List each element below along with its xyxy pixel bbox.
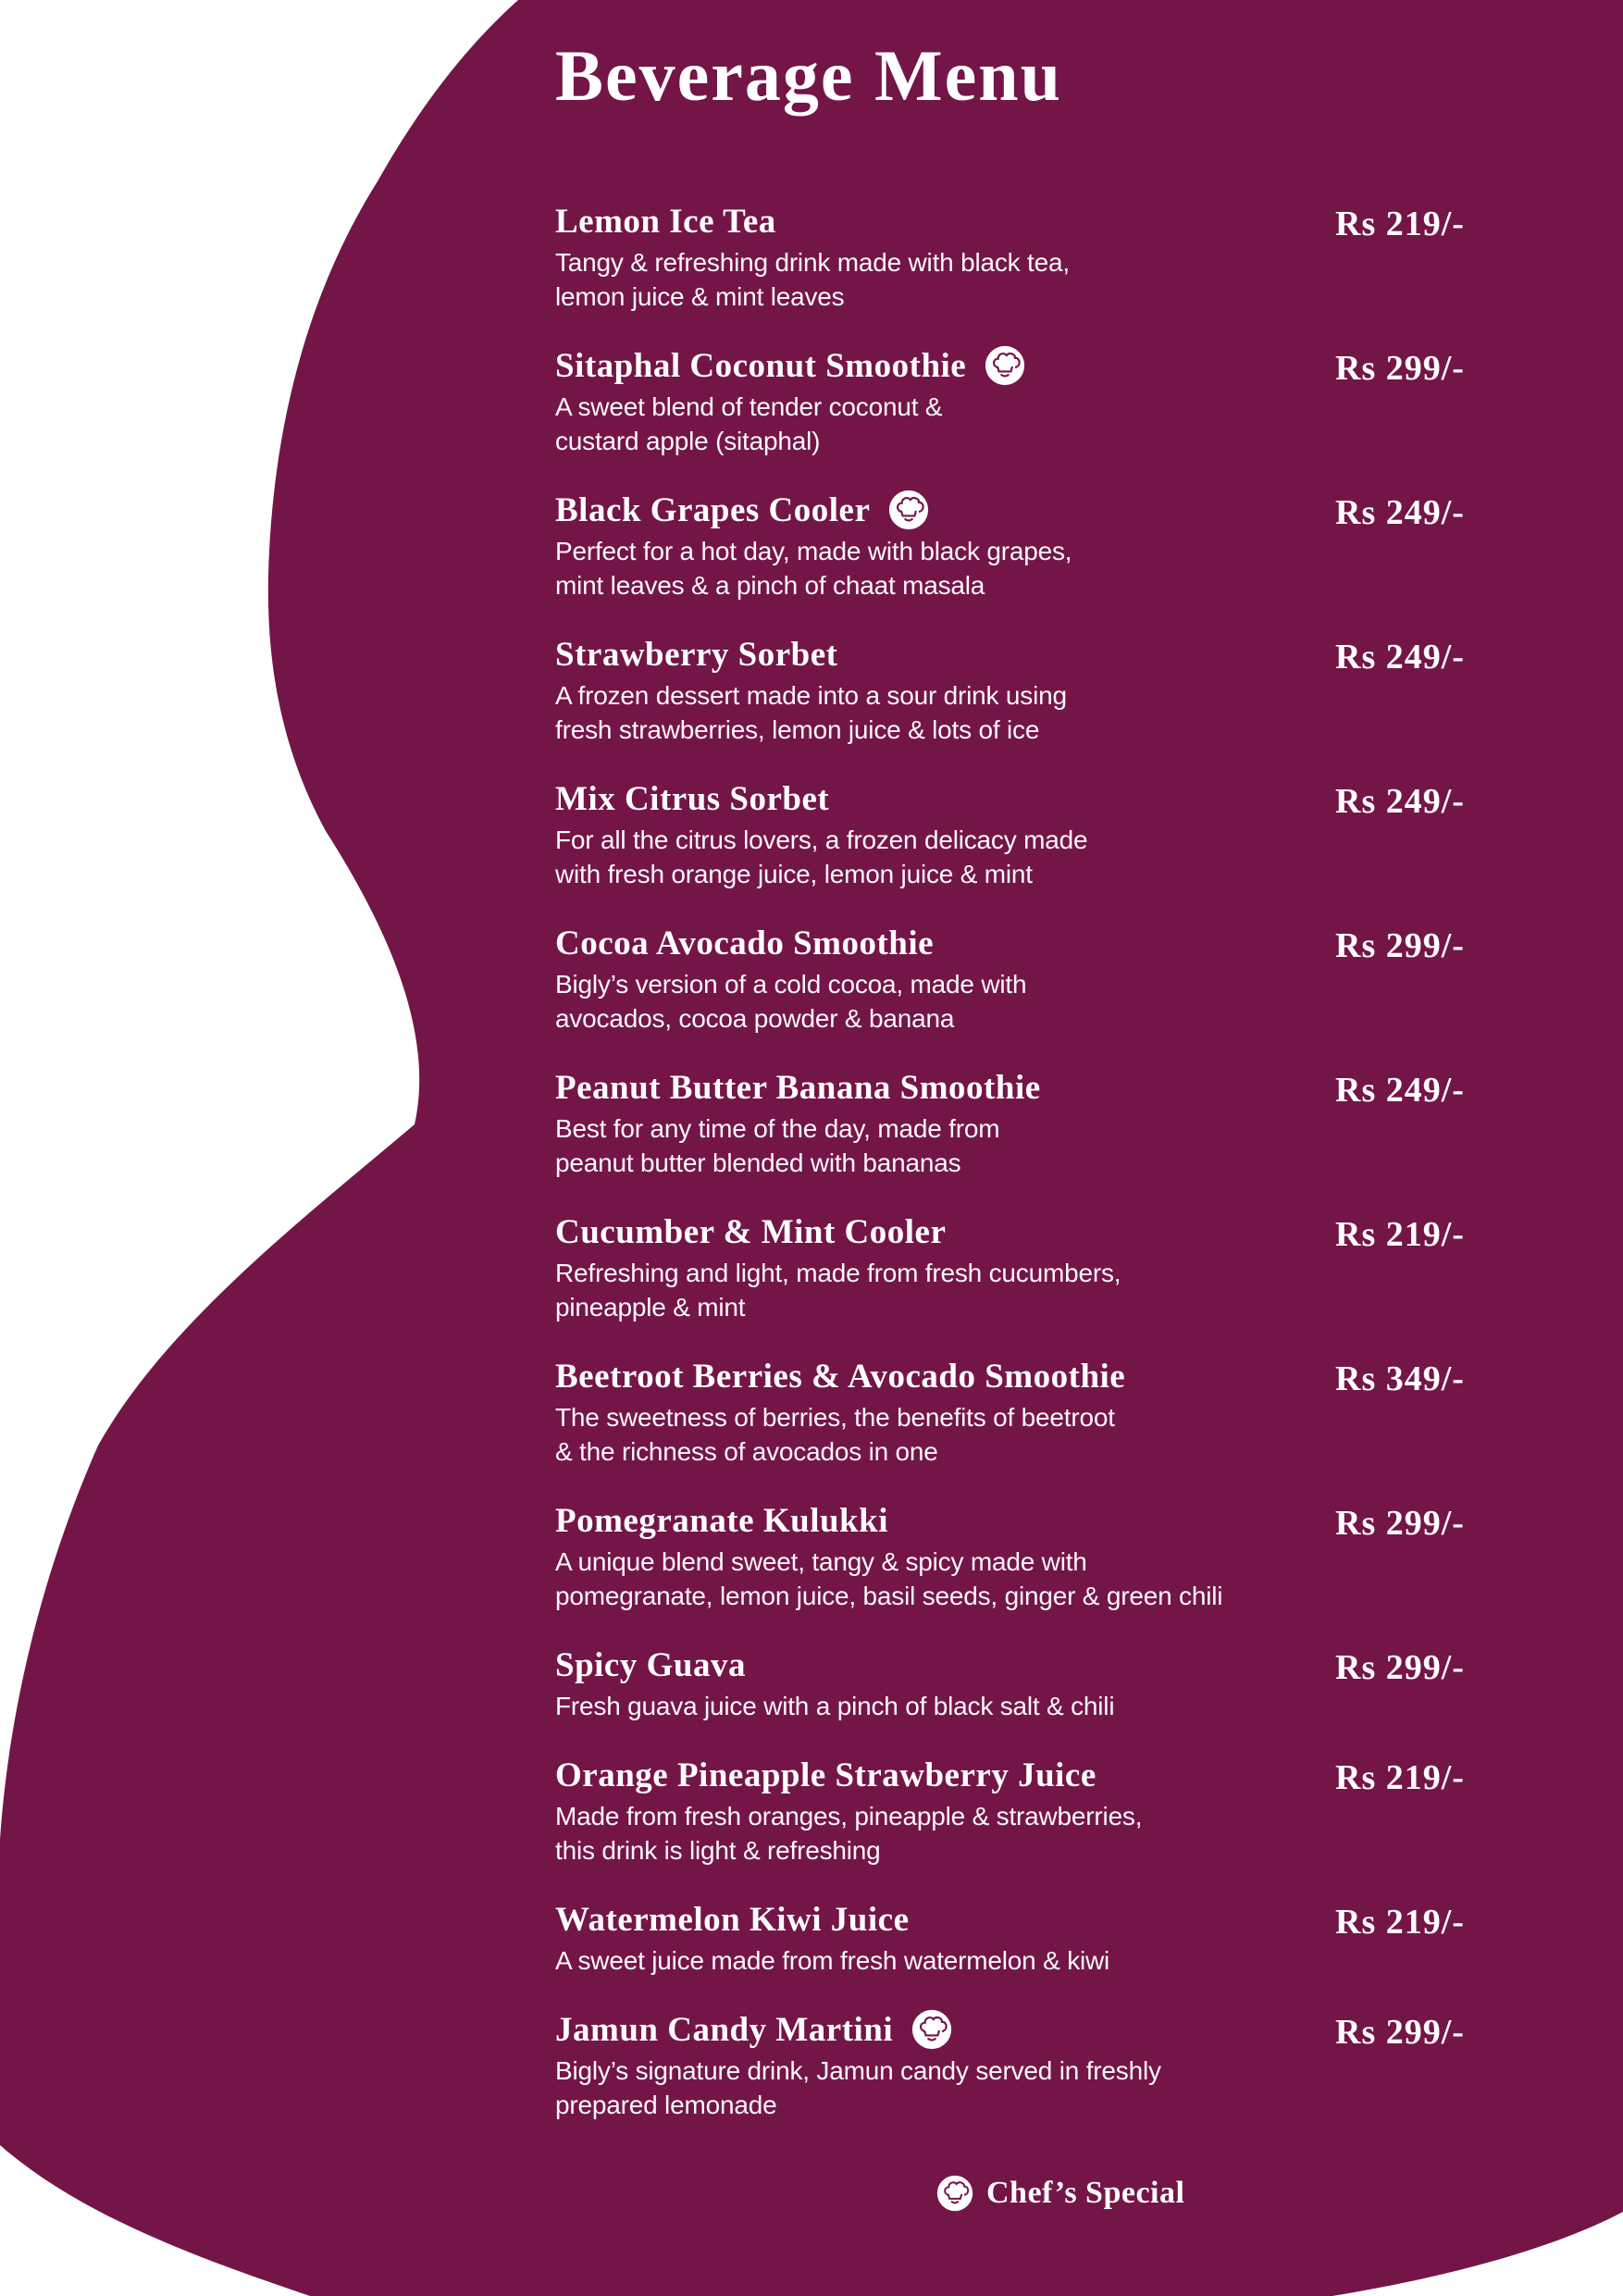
item-description [555,390,1335,458]
item-description-line: A frozen dessert made into a sour drink using [555,681,1067,710]
menu-item-main [555,2007,1335,2122]
menu-item-main [555,1210,1335,1324]
menu-item-name-row [555,1210,1335,1254]
item-description [555,245,1335,314]
menu-item [555,1354,1481,1469]
item-price: Rs 299/- [1335,926,1465,965]
item-description-line: A sweet blend of tender coconut & [555,392,943,421]
item-price: Rs 219/- [1335,1758,1465,1797]
item-price: Rs 299/- [1335,2013,1465,2052]
menu-item-main [555,199,1335,314]
menu-item [555,1498,1481,1613]
item-description-line: this drink is light & refreshing [555,1836,881,1865]
item-description-line: The sweetness of berries, the benefits of beetroot [555,1403,1115,1432]
item-description-line: fresh strawberries, lemon juice & lots of ice [555,715,1040,744]
menu-item-name-row [555,1753,1335,1797]
menu-item-name-row [555,1065,1335,1110]
menu-item [555,1753,1481,1868]
item-name: Cocoa Avocado Smoothie [555,924,935,962]
menu-item-name-row [555,199,1335,243]
item-description [555,1799,1335,1868]
menu-item-name-row [555,632,1335,676]
item-price: Rs 299/- [1335,1504,1465,1543]
item-description [555,1689,1335,1723]
item-description-line: Made from fresh oranges, pineapple & strawberries, [555,1802,1143,1831]
menu-content [555,35,1490,2152]
item-description-line: avocados, cocoa powder & banana [555,1004,955,1033]
item-description-line: prepared lemonade [555,2091,777,2119]
menu-item [555,343,1481,458]
menu-item [555,2007,1481,2122]
item-description [555,2054,1335,2122]
menu-item [555,1210,1481,1324]
item-price: Rs 249/- [1335,1071,1465,1110]
item-description-line: For all the citrus lovers, a frozen delicacy made [555,825,1088,854]
item-description-line: pomegranate, lemon juice, basil seeds, ginger & green chili [555,1582,1223,1610]
chef-hat-icon [888,490,929,530]
item-name: Beetroot Berries & Avocado Smoothie [555,1357,1126,1396]
item-description [555,1256,1335,1324]
menu-item-main [555,343,1335,458]
item-description-line: mint leaves & a pinch of chaat masala [555,571,985,600]
menu-item-main [555,1753,1335,1868]
menu-item-main [555,632,1335,747]
menu-item-main [555,776,1335,891]
item-name: Jamun Candy Martini [555,2010,894,2049]
chef-hat-icon [936,2175,973,2212]
menu-item [555,488,1481,602]
menu-item [555,1897,1481,1978]
item-description-line: A unique blend sweet, tangy & spicy made with [555,1547,1087,1576]
chef-hat-icon [985,345,1025,386]
item-name: Spicy Guava [555,1645,746,1684]
item-name: Lemon Ice Tea [555,202,776,241]
item-name: Pomegranate Kulukki [555,1501,888,1540]
item-description-line: lemon juice & mint leaves [555,282,845,311]
page-title: Beverage Menu [555,35,1063,116]
item-description-line: with fresh orange juice, lemon juice & mint [555,860,1033,888]
item-description-line: pineapple & mint [555,1293,746,1322]
item-price: Rs 299/- [1335,1648,1465,1687]
item-name: Orange Pineapple Strawberry Juice [555,1756,1096,1794]
item-description [555,1545,1335,1613]
item-description [555,967,1335,1036]
item-price: Rs 219/- [1335,1903,1465,1942]
menu-item-name-row [555,488,1335,532]
item-description [555,534,1335,602]
chefs-special-legend [936,2175,1184,2212]
menu-item-main [555,1643,1335,1723]
menu-item-name-row [555,1897,1335,1942]
item-price: Rs 299/- [1335,349,1465,388]
menu-item [555,199,1481,314]
item-description-line: Fresh guava juice with a pinch of black salt & chili [555,1692,1115,1720]
menu-item-name-row [555,921,1335,965]
menu-item-name-row [555,2007,1335,2052]
item-description [555,1111,1335,1180]
item-description-line: Best for any time of the day, made from [555,1114,1000,1143]
item-description-line: custard apple (sitaphal) [555,427,821,455]
item-price: Rs 249/- [1335,782,1465,821]
menu-item-name-row [555,1643,1335,1687]
menu-item-name-row [555,1498,1335,1543]
item-description-line: Perfect for a hot day, made with black grapes, [555,537,1072,565]
item-name: Watermelon Kiwi Juice [555,1900,910,1939]
item-price: Rs 219/- [1335,205,1465,243]
item-description-line: peanut butter blended with bananas [555,1148,961,1177]
menu-item [555,632,1481,747]
item-price: Rs 249/- [1335,638,1465,676]
menu-item-main [555,1897,1335,1978]
item-description-line: Bigly’s version of a cold cocoa, made with [555,970,1027,999]
menu-item-name-row [555,776,1335,821]
menu-item-main [555,1354,1335,1469]
item-name: Sitaphal Coconut Smoothie [555,346,967,385]
menu-item-main [555,1498,1335,1613]
menu-item-main [555,1065,1335,1180]
item-description-line: Refreshing and light, made from fresh cucumbers, [555,1259,1121,1287]
item-price: Rs 219/- [1335,1215,1465,1254]
chef-hat-icon [911,2009,952,2050]
item-price: Rs 249/- [1335,493,1465,532]
item-description [555,1943,1335,1978]
item-name: Mix Citrus Sorbet [555,779,830,818]
item-description-line: & the richness of avocados in one [555,1437,938,1466]
item-name: Black Grapes Cooler [555,490,871,529]
item-price: Rs 349/- [1335,1359,1465,1398]
menu-item-main [555,921,1335,1036]
item-description-line: A sweet juice made from fresh watermelon & kiwi [555,1946,1110,1975]
menu-item-name-row [555,1354,1335,1398]
menu-item [555,1643,1481,1723]
item-description-line: Bigly’s signature drink, Jamun candy served in freshly [555,2056,1161,2085]
item-name: Cucumber & Mint Cooler [555,1212,947,1251]
item-name: Peanut Butter Banana Smoothie [555,1068,1041,1107]
item-name: Strawberry Sorbet [555,635,838,674]
item-description [555,1400,1335,1469]
item-description [555,823,1335,891]
menu-item-main [555,488,1335,602]
legend-label: Chef’s Special [986,2176,1185,2210]
item-description-line: Tangy & refreshing drink made with black tea, [555,248,1070,277]
menu-item-name-row [555,343,1335,388]
menu-item [555,921,1481,1036]
menu-item [555,1065,1481,1180]
menu-item [555,776,1481,891]
item-description [555,678,1335,747]
menu-items [555,199,1481,2122]
